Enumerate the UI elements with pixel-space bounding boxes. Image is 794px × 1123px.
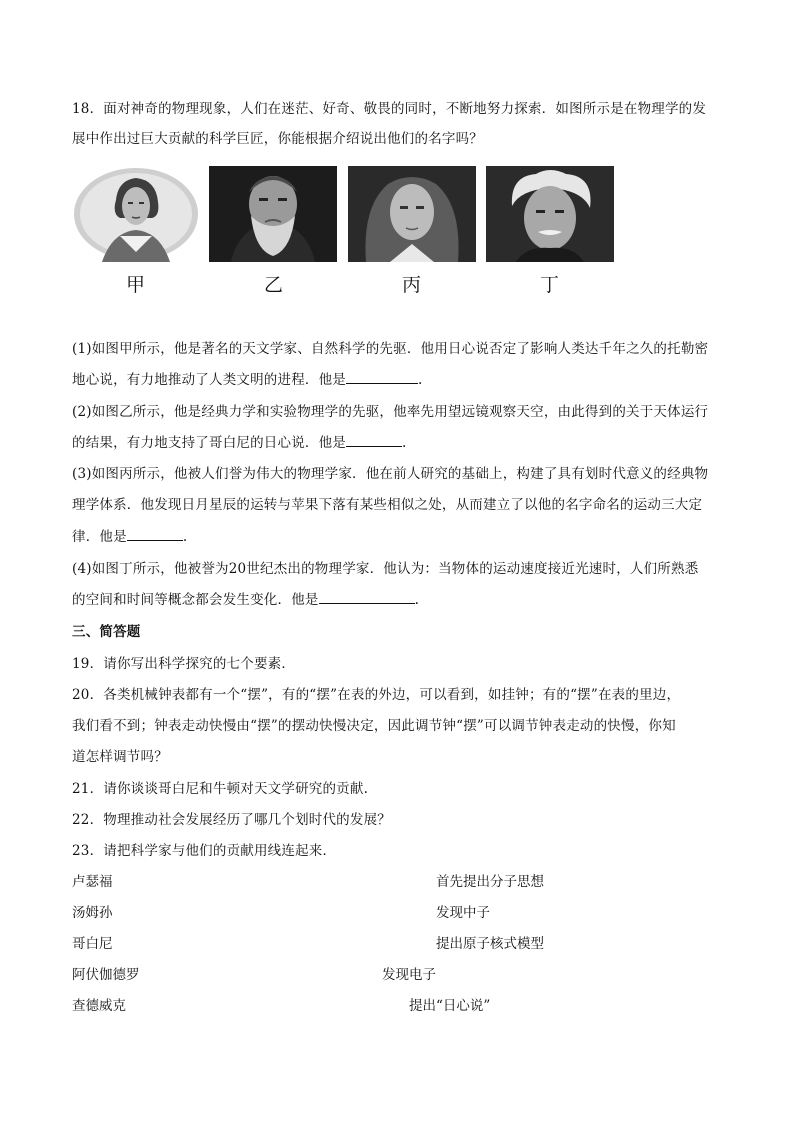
scientist-item[interactable]: 哥白尼 xyxy=(72,936,113,952)
portrait-caption-ding: 丁 xyxy=(540,274,560,296)
scientist-item[interactable]: 查德威克 xyxy=(72,998,126,1014)
answer-blank-1[interactable] xyxy=(346,371,418,384)
q20-line2: 我们看不到；钟表走动快慢由“摆”的摆动快慢决定，因此调节钟“摆”可以调节钟表走动的快慢，你知 xyxy=(72,718,676,734)
period: . xyxy=(418,372,423,388)
period: . xyxy=(182,529,188,545)
q21-text: 21．请你谈谈哥白尼和牛顿对天文学研究的贡献. xyxy=(72,781,369,797)
period: . xyxy=(402,435,407,451)
q18-p3-line1: (3)如图丙所示，他被人们誉为伟大的物理学家．他在前人研究的基础上，构建了具有划时代意义的经典物 xyxy=(72,466,709,482)
q18-p1-text: 地心说，有力地推动了人类文明的进程．他是 xyxy=(72,372,346,388)
q18-p4-line2 xyxy=(72,591,419,609)
q18-p3-line2: 理学体系．他发现日月星辰的运转与苹果下落有某些相似之处，从而建立了以他的名字命名的运动三大定 xyxy=(72,497,703,513)
q18-p4-text: 的空间和时间等概念都会发生变化．他是 xyxy=(72,592,319,608)
galileo-portrait xyxy=(209,166,337,262)
q18-intro-line2: 展中作出过巨大贡献的科学巨匠，你能根据介绍说出他们的名字吗？ xyxy=(72,131,483,147)
q18-p1-line1: (1)如图甲所示，他是著名的天文学家、自然科学的先驱．他用日心说否定了影响人类达千年之久的托勒密 xyxy=(72,341,709,357)
q18-p4-line1: (4)如图丁所示，他被誉为20世纪杰出的物理学家．他认为：当物体的运动速度接近光速时，人们所熟悉 xyxy=(72,561,699,577)
q22-text: 22．物理推动社会发展经历了哪几个划时代的发展？ xyxy=(72,812,391,828)
scientist-item[interactable]: 卢瑟福 xyxy=(72,874,113,890)
contribution-item[interactable]: 提出“日心说” xyxy=(409,998,491,1014)
scientist-item[interactable]: 阿伏伽德罗 xyxy=(72,967,140,983)
answer-blank-2[interactable] xyxy=(346,434,402,447)
q18-p3-line3 xyxy=(72,528,187,546)
section-title: 三、简答题 xyxy=(72,624,141,640)
q18-p3-text: 律．他是 xyxy=(72,529,127,545)
q18-intro-line1: 18．面对神奇的物理现象，人们在迷茫、好奇、敬畏的同时，不断地努力探索．如图所示是在物理学的发 xyxy=(72,101,707,117)
q23-text: 23．请把科学家与他们的贡献用线连起来． xyxy=(72,843,337,859)
einstein-portrait xyxy=(486,166,614,262)
q18-p2-text: 的结果，有力地支持了哥白尼的日心说．他是 xyxy=(72,435,346,451)
q19-text: 19．请你写出科学探究的七个要素． xyxy=(72,656,296,672)
q18-p1-line2 xyxy=(72,371,423,389)
answer-blank-4[interactable] xyxy=(319,591,415,604)
answer-blank-3[interactable] xyxy=(127,528,183,541)
q20-line3: 道怎样调节吗？ xyxy=(72,749,168,765)
portrait-caption-yi: 乙 xyxy=(264,274,284,296)
q18-p2-line2 xyxy=(72,434,407,452)
newton-portrait xyxy=(348,166,476,262)
contribution-item[interactable]: 首先提出分子思想 xyxy=(436,874,544,890)
q18-p2-line1: (2)如图乙所示，他是经典力学和实验物理学的先驱，他率先用望远镜观察天空，由此得到的关于天体运行 xyxy=(72,404,709,420)
contribution-item[interactable]: 发现电子 xyxy=(382,967,436,983)
contribution-item[interactable]: 发现中子 xyxy=(436,905,490,921)
period: . xyxy=(414,592,420,608)
q20-line1: 20．各类机械钟表都有一个“摆”，有的“摆”在表的外边，可以看到，如挂钟；有的“摆”在表的里边， xyxy=(72,687,681,703)
portrait-caption-bing: 丙 xyxy=(402,274,422,296)
contribution-item[interactable]: 提出原子核式模型 xyxy=(436,936,544,952)
scientist-item[interactable]: 汤姆孙 xyxy=(72,905,113,921)
copernicus-portrait xyxy=(72,166,200,262)
portrait-caption-jia: 甲 xyxy=(126,274,146,296)
